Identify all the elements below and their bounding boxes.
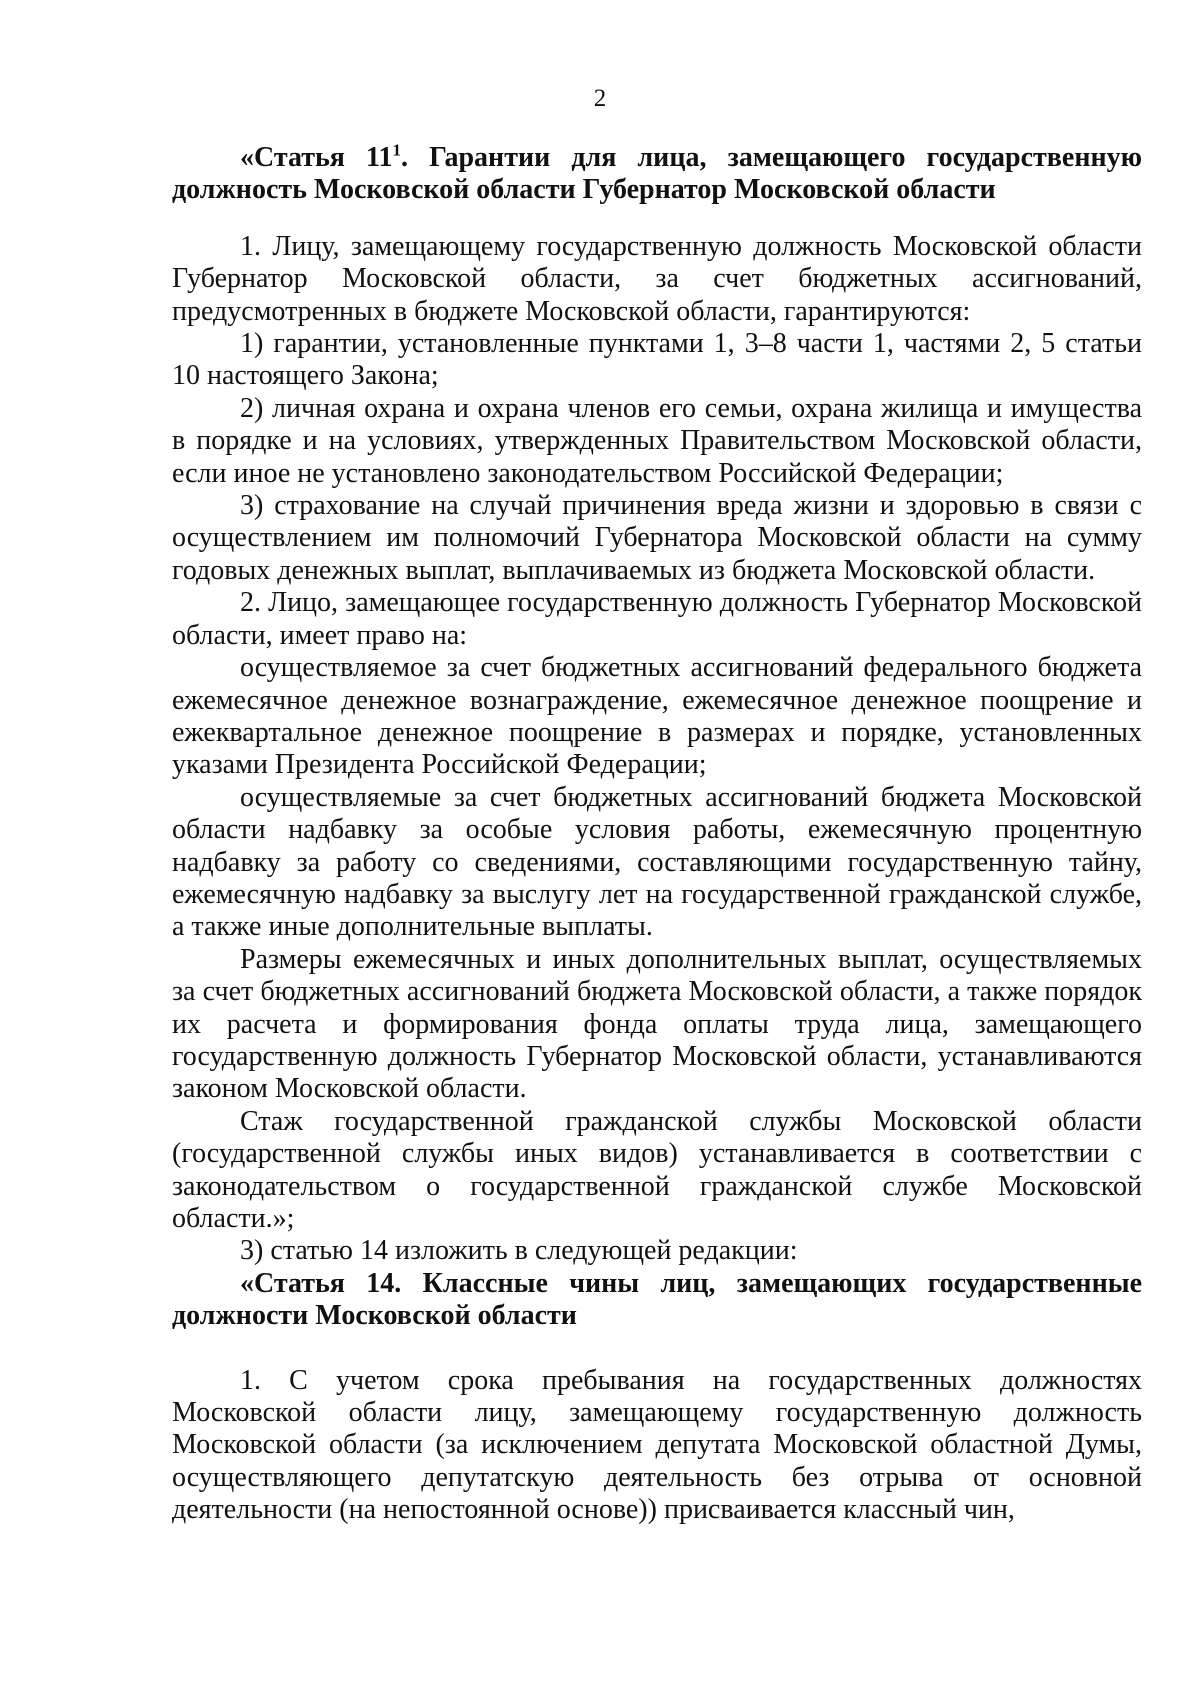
- article-14-heading: «Статья 14. Классные чины лиц, замещающих государственные должности Московской области: [172, 1267, 1142, 1332]
- paragraph-regional-pay: осуществляемые за счет бюджетных ассигнований бюджета Московской области надбавку за особые условия работы, ежемесячную процентную надбавку за работу со сведениями, составляющими государственную тайну, ежемесячную надбавку за выслугу лет на государственной гражданской службе, а также иные дополнительные выплаты.: [172, 781, 1142, 943]
- page-number: 2: [593, 85, 607, 112]
- article-11-1-heading-prefix: «Статья 11: [240, 142, 393, 173]
- article-11-1-heading-superscript: 1: [392, 140, 402, 160]
- article-11-1-heading: [172, 142, 1142, 207]
- paragraph-item-1: 1. Лицу, замещающему государственную должность Московской области Губернатор Московской области, за счет бюджетных ассигнований, предусмотренных в бюджете Московской области, гарантируются:: [172, 230, 1142, 327]
- article-14-paragraph-1: 1. С учетом срока пребывания на государственных должностях Московской области лицу, замещающему государственную должность Московской области (за исключением депутата Московской областной Думы, осуществляющего депутатскую деятельность без отрыва от основной деятельности (на непостоянной основе)) присваивается классный чин,: [172, 1364, 1142, 1526]
- document-body: [172, 142, 1142, 1527]
- paragraph-subitem-3: 3) страхование на случай причинения вреда жизни и здоровью в связи с осуществлением им полномочий Губернатора Московской области на сумму годовых денежных выплат, выплачиваемых из бюджета Московской области.: [172, 490, 1142, 586]
- paragraph-service-length: Стаж государственной гражданской службы Московской области (государственной службы иных видов) устанавливается в соответствии с законодательством о государственной гражданской службе Московской области.»;: [172, 1105, 1142, 1234]
- article-11-1-heading-title: . Гарантии для лица, замещающего государственную должность Московской области Губернатор Московской области: [172, 142, 1143, 206]
- paragraph-subitem-2: 2) личная охрана и охрана членов его семьи, охрана жилища и имущества в порядке и на условиях, утвержденных Правительством Московской области, если иное не установлено законодательством Российской Федерации;: [172, 392, 1142, 489]
- paragraph-amendment-3: 3) статью 14 изложить в следующей редакции:: [240, 1235, 798, 1267]
- paragraph-subitem-1: 1) гарантии, установленные пунктами 1, 3–8 части 1, частями 2, 5 статьи 10 настоящего Закона;: [172, 328, 1142, 392]
- paragraph-payment-sizes: Размеры ежемесячных и иных дополнительных выплат, осуществляемых за счет бюджетных ассигнований бюджета Московской области, а также порядок их расчета и формирования фонда оплаты труда лица, замещающего государственную должность Губернатор Московской области, устанавливаются законом Московской области.: [172, 943, 1142, 1105]
- paragraph-item-2: 2. Лицо, замещающее государственную должность Губернатор Московской области, имеет право на:: [172, 587, 1142, 651]
- paragraph-federal-pay: осуществляемое за счет бюджетных ассигнований федерального бюджета ежемесячное денежное вознаграждение, ежемесячное денежное поощрение и ежеквартальное денежное поощрение в размерах и порядке, установленных указами Президента Российской Федерации;: [172, 652, 1142, 781]
